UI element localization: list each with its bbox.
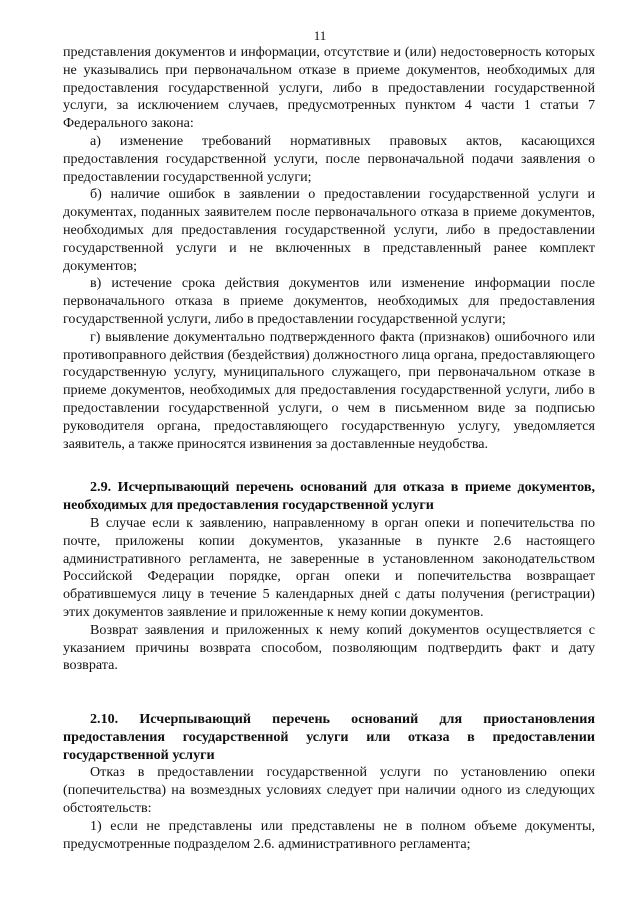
paragraph-return-method: Возврат заявления и приложенных к нему копий документов осуществляется с указанием причины возврата способом, позволяющим подтвердить факт и дату возврата. [63, 621, 595, 674]
section-heading-2-9: 2.9. Исчерпывающий перечень оснований для отказа в приеме документов, необходимых для предоставления государственной услуги [63, 479, 595, 514]
list-item-v: в) истечение срока действия документов или изменение информации после первоначального отказа в приеме документов, необходимых для предоставления государственной услуги, либо в предоставлении государственной услуги; [63, 275, 595, 327]
list-item-b: б) наличие ошибок в заявлении о предоставлении государственной услуги и документах, поданных заявителем после первоначального отказа в приеме документов, необходимых для предоставления государственной услуги, либо в предоставлении государственной услуги и не включенных в представленный ранее комплект документов; [63, 186, 595, 274]
list-item-g: г) выявление документально подтвержденного факта (признаков) ошибочного или противоправного действия (бездействия) должностного лица органа, предоставляющего государственную услугу, муниципального служащего, при первоначальном отказе в приеме документов, необходимых для предоставления государственной услуги, либо в предоставлении государственной услуги, о чем в письменном виде за подписью руководителя органа, предоставляющего государственную услугу, уведомляется заявитель, а также приносятся извинения за доставленные неудобства. [63, 328, 595, 452]
section-heading-2-10: 2.10. Исчерпывающий перечень оснований для приостановления предоставления государственной услуги или отказа в предоставлении государственной услуги [63, 711, 595, 763]
paragraph-refusal-intro: Отказ в предоставлении государственной услуги по установлению опеки (попечительства) на возмездных условиях следует при наличии одного из следующих обстоятельств: [63, 764, 595, 817]
list-item-a: а) изменение требований нормативных правовых актов, касающихся предоставления государственной услуги, после первоначальной подачи заявления о предоставлении государственной услуги; [63, 132, 595, 185]
paragraph-return-conditions: В случае если к заявлению, направленному в орган опеки и попечительства по почте, приложены копии документов, указанные в пункте 2.6 настоящего административного регламента, не заверенные в установленном законодательством Российской Федерации порядке, орган опеки и попечительства возвращает обратившемуся лицу в течение 5 календарных дней с даты получения (регистрации) этих документов заявление и приложенные к нему копии документов. [63, 514, 595, 620]
list-item-1: 1) если не представлены или представлены не в полном объеме документы, предусмотренные подразделом 2.6. административного регламента; [63, 817, 595, 852]
paragraph-continuation: представления документов и информации, отсутствие и (или) недостоверность которых не указывались при первоначальном отказе в приеме документов, необходимых для предоставления государственной услуги, либо в предоставлении государственной услуги, за исключением случаев, предусмотренных пунктом 4 части 1 статьи 7 Федерального закона: [63, 44, 595, 132]
document-body [63, 44, 595, 853]
page-number: 11 [313, 28, 327, 43]
